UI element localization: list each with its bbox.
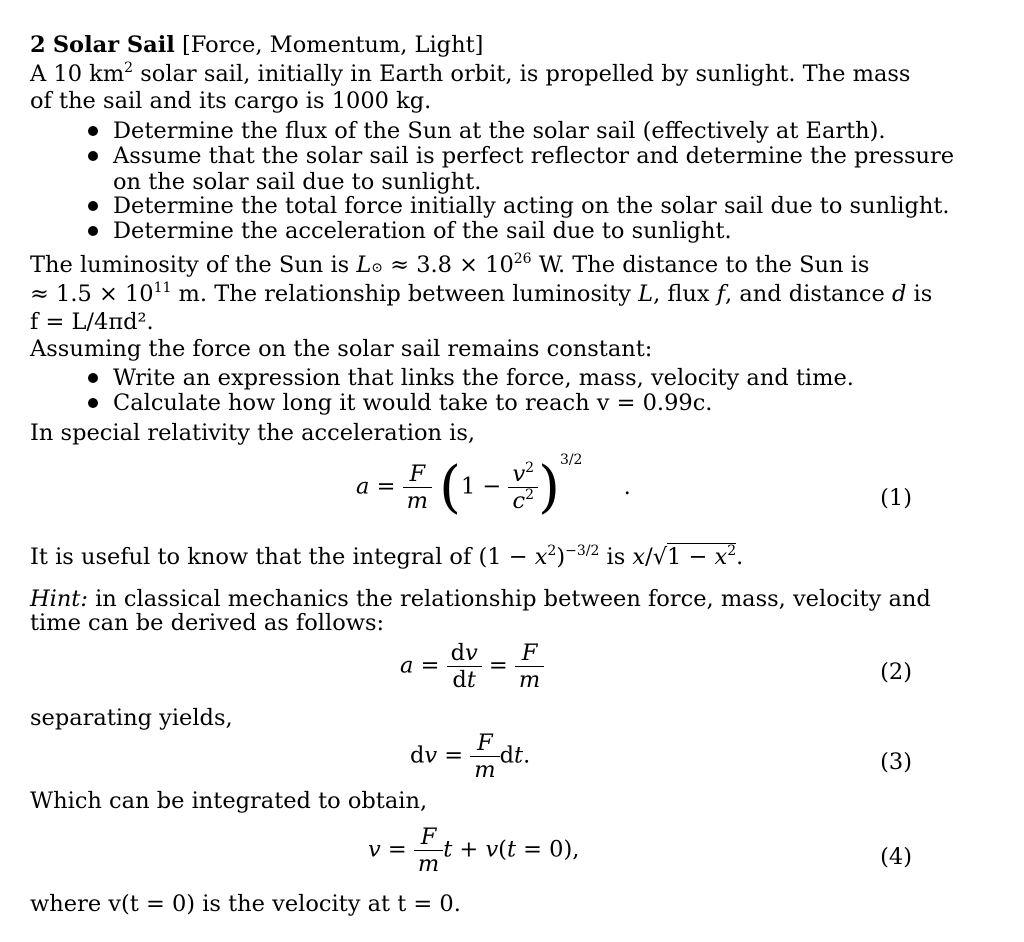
bullet-item: Assume that the solar sail is perfect reflector and determine the pressure xyxy=(113,143,955,169)
equation-number: (4) xyxy=(880,844,912,870)
assume-line: Assuming the force on the solar sail remains constant: xyxy=(30,336,653,362)
special-relativity-line: In special relativity the acceleration is, xyxy=(30,420,476,446)
bullet-item: Determine the acceleration of the sail due to sunlight. xyxy=(113,218,732,244)
bullet-dot xyxy=(88,398,98,408)
bullet-item: Write an expression that links the force, mass, velocity and time. xyxy=(113,365,854,391)
integrated-line: Which can be integrated to obtain, xyxy=(30,788,428,814)
equation-2: a = $\frac{dv}{dt}$ = $\frac{F}{m}$ xyxy=(400,640,544,693)
bullet-dot xyxy=(88,201,98,211)
equation-number: (3) xyxy=(880,749,912,775)
separating-line: separating yields, xyxy=(30,705,233,731)
heading-number: 2 xyxy=(30,32,46,58)
bullet-item: Determine the total force initially acting on the solar sail due to sunlight. xyxy=(113,193,950,219)
bullet-dot xyxy=(88,151,98,161)
integral-line: It is useful to know that the integral of $(1 - x^2)^{-3/2}$ is $x/√1 - x^2$. xyxy=(30,543,744,570)
hint-line-1: Hint: in classical mechanics the relationship between force, mass, velocity and xyxy=(30,586,931,612)
bullet-dot xyxy=(88,126,98,136)
intro-line-1: A 10 $km^2$ solar sail, initially in Earth orbit, is propelled by sunlight. The mass xyxy=(30,60,911,87)
bullet-item: Determine the flux of the Sun at the solar sail (effectively at Earth). xyxy=(113,118,886,144)
heading-tags: [Force, Momentum, Light] xyxy=(181,32,484,58)
luminosity-line-2: ≈ $1.5 \times 10^{11}$ m. The relationship between luminosity L, flux f, and distance d is xyxy=(30,280,933,307)
equation-number: (1) xyxy=(880,485,912,511)
equation-3: dv = $\frac{F}{m}$ dt. xyxy=(410,730,531,783)
intro-line-2: of the sail and its cargo is 1000 kg. xyxy=(30,88,432,114)
equation-number: (2) xyxy=(880,659,912,685)
hint-line-2: time can be derived as follows: xyxy=(30,610,385,636)
bullet-dot xyxy=(88,373,98,383)
bullet-item: Calculate how long it would take to reach v = 0.99c. xyxy=(113,390,713,416)
bullet-dot xyxy=(88,226,98,236)
heading-title: Solar Sail xyxy=(52,32,175,58)
luminosity-line-1: The luminosity of the Sun is L⊙ ≈ $3.8 \times 10^{26}$ W. The distance to the Sun is xyxy=(30,251,870,278)
problem-heading xyxy=(30,34,483,57)
equation-4: v = $\frac{F}{m}$ t + v(t = 0), xyxy=(368,824,580,877)
bullet-item-continuation: on the solar sail due to sunlight. xyxy=(113,169,482,195)
equation-1: a = $\frac{F}{m}$ (1 − $\frac{v^2}{c^2}$ )$^{3/2}$ . xyxy=(356,451,631,520)
where-line: where v(t = 0) is the velocity at t = 0. xyxy=(30,891,461,917)
luminosity-line-3: f = L/4πd². xyxy=(30,309,154,335)
